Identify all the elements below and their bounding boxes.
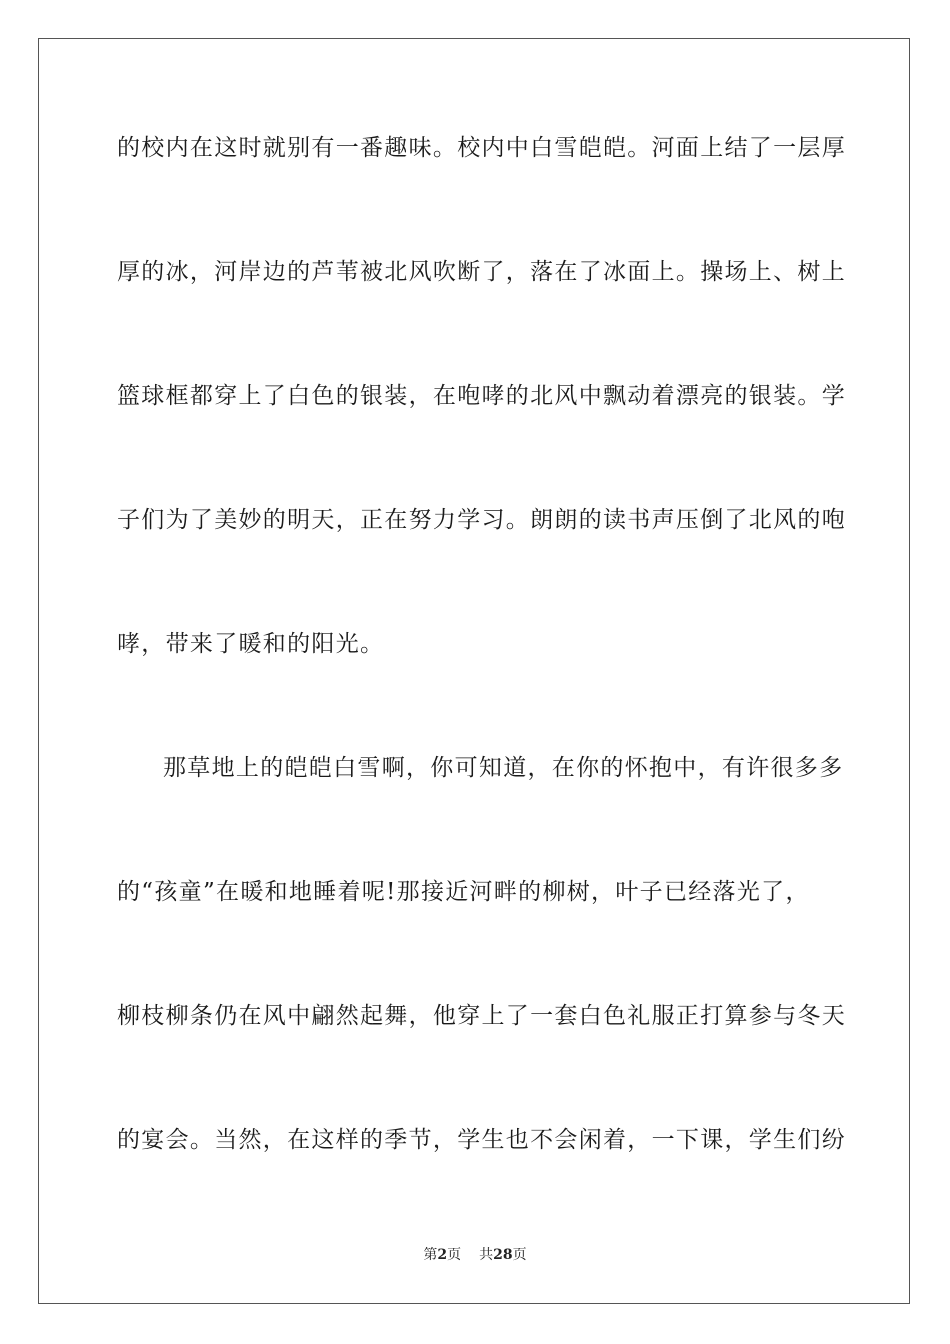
text-line-6-paragraph-start: 那草地上的皑皑白雪啊，你可知道，在你的怀抱中，有许很多多: [163, 755, 844, 781]
page-border: [38, 38, 910, 1304]
page-number: 2: [437, 1247, 448, 1263]
total-suffix: 页: [512, 1247, 527, 1263]
text-line-7: 的“孩童”在暖和地睡着呢!那接近河畔的柳树，叶子已经落光了，: [117, 879, 810, 905]
text-line-3: 篮球框都穿上了白色的银装，在咆哮的北风中飘动着漂亮的银装。学: [117, 383, 846, 409]
total-prefix: 共: [479, 1247, 494, 1263]
text-line-9: 的宴会。当然，在这样的季节，学生也不会闲着，一下课，学生们纷: [117, 1127, 846, 1153]
text-line-5: 哮，带来了暖和的阳光。: [117, 631, 385, 657]
page-footer: [0, 1246, 950, 1264]
total-pages: 28: [493, 1247, 513, 1263]
text-line-2: 厚的冰，河岸边的芦苇被北风吹断了，落在了冰面上。操场上、树上: [117, 259, 846, 285]
text-line-8: 柳枝柳条仍在风中翩然起舞，他穿上了一套白色礼服正打算参与冬天: [117, 1003, 846, 1029]
page-suffix: 页: [447, 1247, 462, 1263]
text-line-1: 的校内在这时就别有一番趣味。校内中白雪皑皑。河面上结了一层厚: [117, 135, 846, 161]
page-prefix: 第: [423, 1247, 438, 1263]
text-line-4: 子们为了美妙的明天，正在努力学习。朗朗的读书声压倒了北风的咆: [117, 507, 846, 533]
